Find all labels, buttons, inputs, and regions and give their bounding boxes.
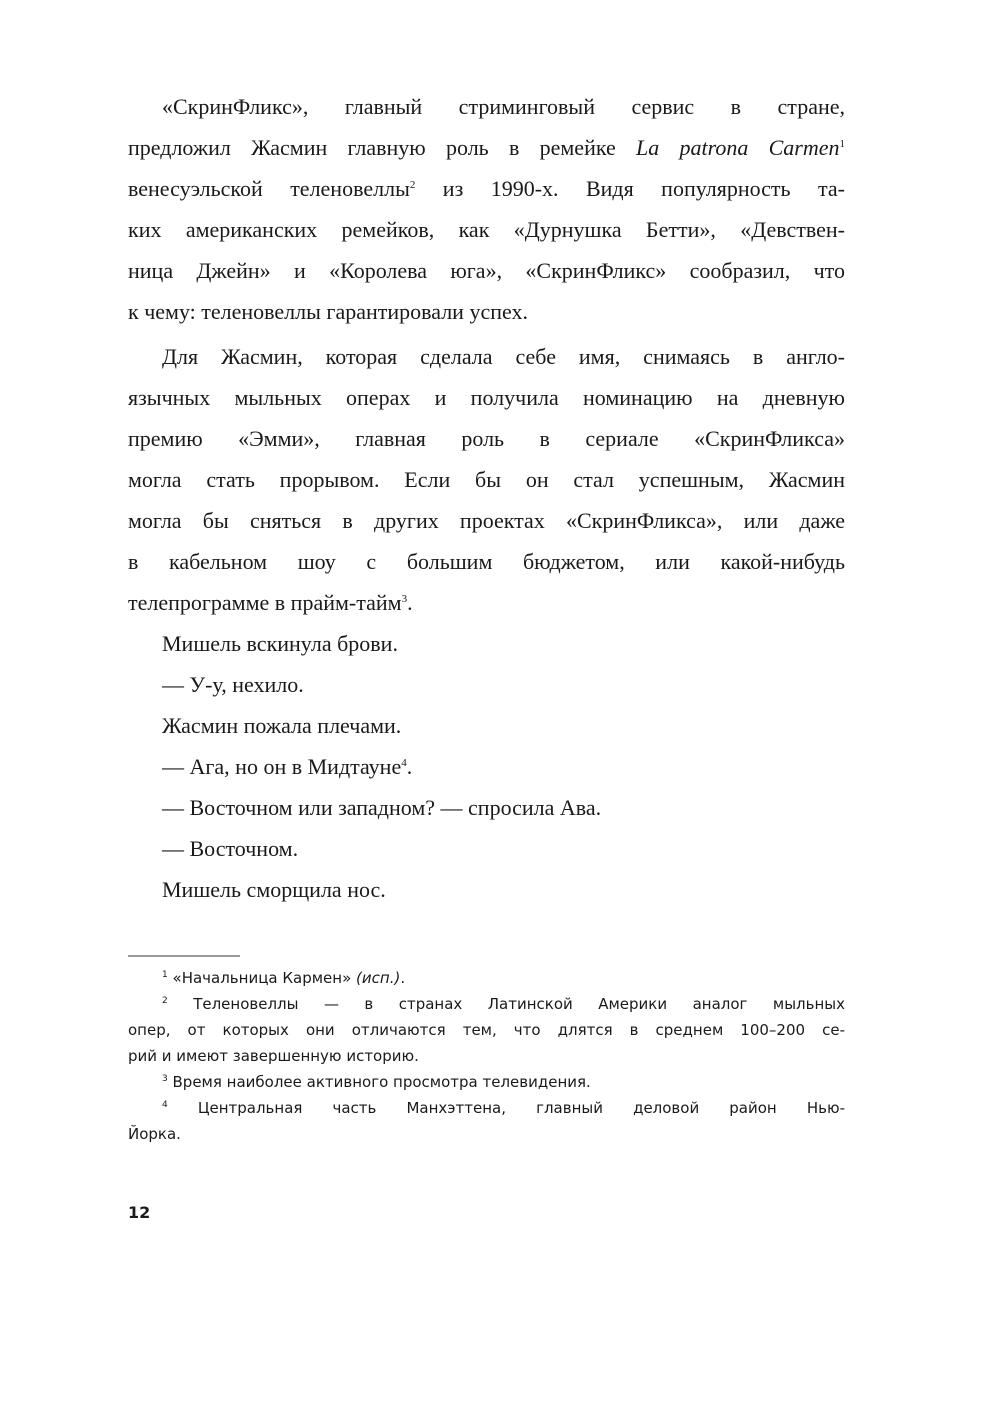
footnote-ref: 3: [401, 593, 408, 605]
footnote-2-cont: опер, от которых они отличаются тем, что длятся в среднем 100–200 се-: [128, 1021, 845, 1039]
dialogue-line: — Восточном или западном? — спросила Ава.: [162, 795, 602, 820]
dialogue-line: — У-у, нехило.: [162, 672, 304, 697]
text-line: венесуэльской теленовеллы$^2$ из 1990-х. Видя популярность та-: [128, 176, 845, 201]
text-line: «СкринФликс», главный стриминговый сервис в стране,: [162, 94, 845, 119]
text-line: ких американских ремейков, как «Дурнушка Бетти», «Девствен-: [128, 217, 845, 242]
page-number: 12: [128, 1203, 151, 1222]
text-line: ница Джейн» и «Королева юга», «СкринФликс» сообразил, что: [128, 258, 845, 283]
text-line: предложил Жасмин главную роль в ремейке La patrona Carmen$^1$: [128, 135, 846, 160]
text-line: язычных мыльных операх и получила номинацию на дневную: [128, 385, 845, 410]
italic-title: La patrona Carmen: [636, 135, 840, 160]
text-line: телепрограмме в прайм-тайм$^3$.: [128, 590, 413, 615]
dialogue-line: Жасмин пожала плечами.: [162, 713, 402, 738]
footnote-2-cont: рий и имеют завершенную историю.: [128, 1047, 419, 1065]
footnote-3: $^3$ Время наиболее активного просмотра телевидения.: [162, 1073, 591, 1091]
footnote-1: $^1$ «Начальница Кармен» (исп.).: [162, 969, 406, 987]
dialogue-line: — Восточном.: [162, 836, 299, 861]
text-line: в кабельном шоу с большим бюджетом, или какой-нибудь: [128, 549, 845, 574]
footnote-divider: [128, 955, 240, 957]
text-line: премию «Эмми», главная роль в сериале «СкринФликса»: [128, 426, 845, 451]
footnote-2: $^2$ Теленовеллы — в странах Латинской Америки аналог мыльных: [162, 995, 845, 1013]
footnotes: [128, 966, 845, 1148]
footnote-ref: 4: [401, 757, 407, 769]
dialogue-line: Мишель сморщила нос.: [162, 877, 386, 902]
dialogue-line: — Ага, но он в Мидтауне$^4$.: [162, 754, 413, 779]
body-text: [128, 90, 845, 914]
footnote-ref: 1: [839, 138, 846, 150]
footnote-4: $^4$ Центральная часть Манхэттена, главный деловой район Нью-: [162, 1099, 845, 1117]
dialogue-line: Мишель вскинула брови.: [162, 631, 398, 656]
footnote-4-cont: Йорка.: [128, 1125, 181, 1143]
footnote-ref: 2: [409, 179, 416, 191]
text-line: могла бы сняться в других проектах «СкринФликса», или даже: [128, 508, 845, 533]
text-line: могла стать прорывом. Если бы он стал успешным, Жасмин: [128, 467, 845, 492]
text-line: Для Жасмин, которая сделала себе имя, снимаясь в англо-: [162, 344, 845, 369]
text-line: к чему: теленовеллы гарантировали успех.: [128, 299, 528, 324]
